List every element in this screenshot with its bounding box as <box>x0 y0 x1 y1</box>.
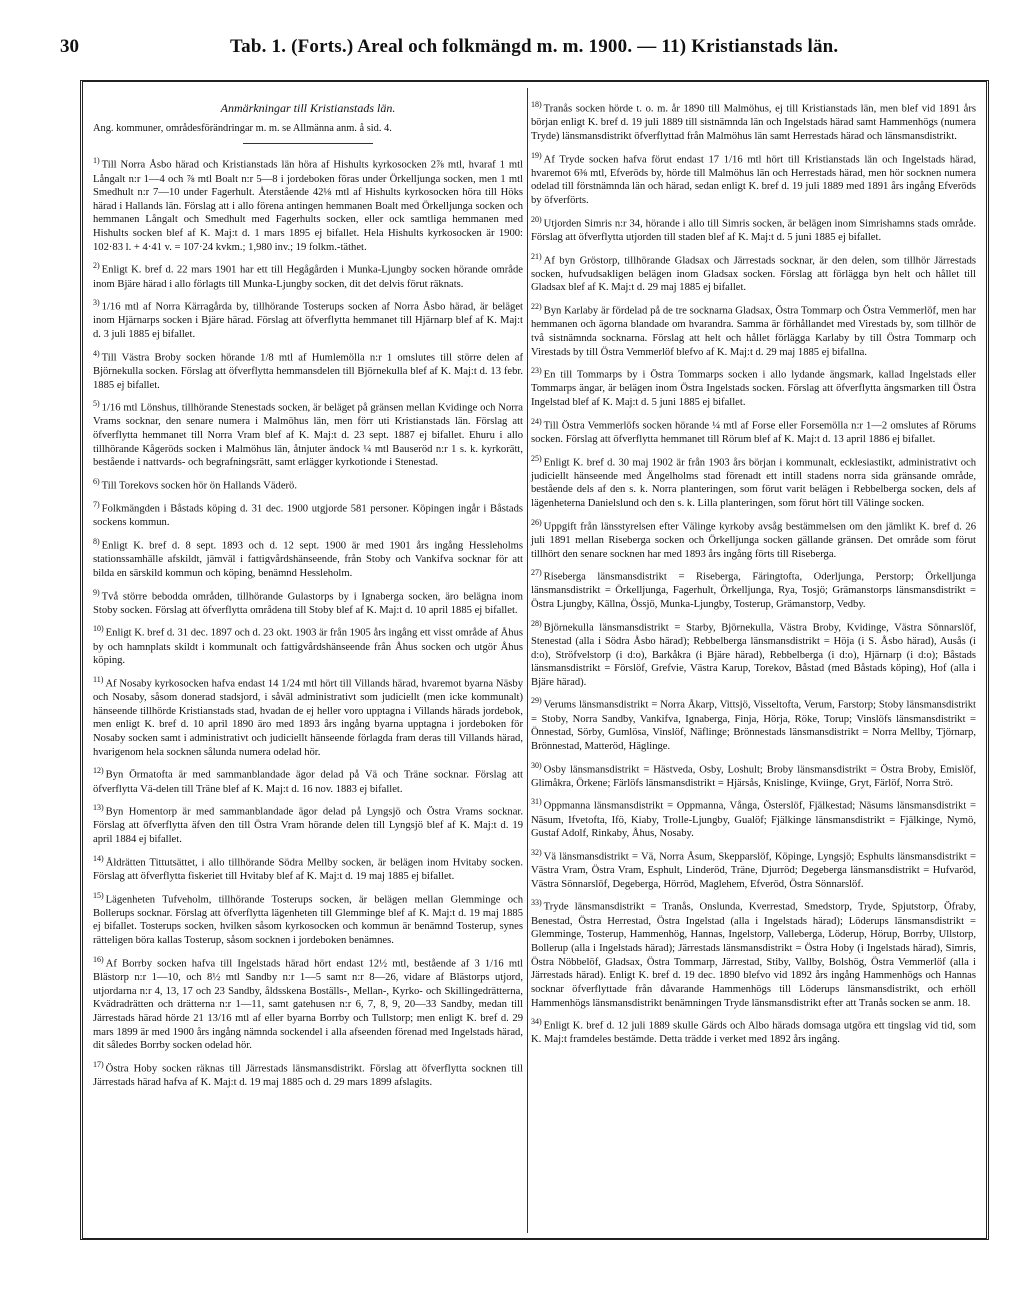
footnote-text: Lägenheten Tufveholm, tillhörande Tosterups socken, är belägen mellan Glemminge och Bollerups socknar. Förslag att öfverflytta lägenheten till Glemminge blef af K. Maj:t d. 19 maj 1885 ej bifallet. Tosterups socken, hvilken såsom kyrkosocken och kommun är benämnd Tosterup, synes rätteligen böra kallas Tosterup, såsom socknen i jordeboken benämnes. <box>93 894 523 947</box>
footnote-number: 19) <box>531 150 542 160</box>
page-title: Tab. 1. (Forts.) Areal och folkmängd m. m. 1900. — 11) Kristianstads län. <box>230 36 839 57</box>
section-rule <box>243 143 373 144</box>
footnote-number: 32) <box>531 847 542 857</box>
footnote <box>531 1015 976 1047</box>
footnote-number: 33) <box>531 898 542 908</box>
footnote-number: 11) <box>93 674 104 684</box>
footnote-text: Åldrätten Tittutsättet, i allo tillhörande Södra Mellby socken, är belägen inom Hvitaby socken. Förslag att öfverflytta fiskeriet till Hvitaby blef af K. Maj:t d. 19 maj 1885 ej bifallet. <box>93 857 523 882</box>
footnote <box>531 795 976 841</box>
footnote-text: 1/16 mtl Lönshus, tillhörande Stenestads socken, är beläget på gränsen mellan Kvidinge och Norra Vrams socknar, den senare numera i Malmöhus län, men förr uti Kristianstads län. Förslag att öfverflytta hemmanet till Norra Vram blef af K. Maj:t d. 23 sept. 1887 ej bifallet. Ehuru i allo tillhörande Kågeröds socken i Malmöhus län, åtnjuter ändock ¼ mtl Bauseröd n:r 1 s. k. kyrkorätt, bestående i nattvards- och begrafningsrätt, samt erlägger kyrkotionde i Stenestad. <box>93 402 523 469</box>
footnote-text: Enligt K. bref d. 12 juli 1889 skulle Gärds och Albo härads domsaga utgöra ett tingslag vid tid, som K. Maj:t framdeles bestämde. Detta trädde i verket med 1892 års ingång. <box>531 1020 976 1046</box>
footnote <box>531 617 976 690</box>
footnote-text: Af Borrby socken hafva till Ingelstads härad hört endast 12½ mtl, bestående af 3 1/16 mtl Blästorp n:r 1—10, och 8½ mtl Sandby n:r 1—5 samt n:r 8—26, vidare af Blästorps utjord, utjordarna n:r 4, 13, 17 och 23 Sandby, åldsskena Boställs-, Mellan-, Kyrko- och Skillingedrätterna, Kvädradrätten och drätterna n:r 1—11, samt gatehusen n:r 6, 7, 8, 9, 20—33 Sandby, medan till Järrestads härad hörde 21 13/16 mtl af eller byarna Borrby och Tullstorp; men enligt K. bref d. 29 mars 1899 är med 1900 års ingång nämnda sockendel i alla afseenden förenad med Ingelstads härad, dit således Borrby socken odelad hör. <box>93 958 523 1052</box>
footnote-number: 20) <box>531 214 542 224</box>
footnote <box>93 622 523 668</box>
footnote-text: Oppmanna länsmansdistrikt = Oppmanna, Vånga, Österslöf, Fjälkestad; Näsums länsmansdistrikt = Näsum, Ifvetofta, Ifö, Kiaby, Trolle-Ljungby, Gualöf; Fjälkinge länsmansdistrikt = Fjälkinge, Nymö, Gustaf Adolf, Rinkaby, Åhus, Nosaby. <box>531 801 976 840</box>
footnote <box>531 846 976 892</box>
page-header <box>30 36 994 70</box>
footnote-text: Verums länsmansdistrikt = Norra Åkarp, Vittsjö, Visseltofta, Verum, Farstorp; Stoby länsmansdistrikt = Stoby, Norra Sandby, Vankifva, Ignaberga, Finja, Hörja, Röke, Torup; Vinslöfs länsmansdistrikt = Önnestad, Sörby, Gumlösa, Vinslöf, Näflinge; Brönnestads länsmansdistrikt = Norra Mellby, Tjörnarp, Brönnestad, Matteröd, Häglinge. <box>531 700 976 752</box>
left-footnotes <box>93 154 523 1089</box>
footnote-number: 13) <box>93 803 104 813</box>
footnote <box>93 586 523 618</box>
footnote <box>93 498 523 530</box>
footnote <box>93 535 523 581</box>
footnote <box>531 516 976 562</box>
footnote-text: Östra Hoby socken räknas till Järrestads länsmansdistrikt. Förslag att öfverflytta socknen till Järrestads härad hafva af K. Maj:t d. 19 maj 1885 och d. 29 mars 1899 afslagits. <box>93 1063 523 1089</box>
footnote <box>93 296 523 342</box>
footnote-number: 21) <box>531 251 542 261</box>
footnote-number: 9) <box>93 587 100 597</box>
footnote-text: Till Västra Broby socken hörande 1/8 mtl af Humlemölla n:r 1 omslutes till större delen af Björnekulla socken. Förslag att öfverflytta hemmansdelen till Björnekulla blef af K. Maj:t d. 13 febr. 1885 ej bifallet. <box>93 352 523 391</box>
footnote <box>531 694 976 753</box>
footnote-number: 4) <box>93 348 100 358</box>
footnote <box>531 759 976 791</box>
footnote-number: 22) <box>531 302 542 311</box>
footnote <box>93 1058 523 1090</box>
footnote-text: Af byn Gröstorp, tillhörande Gladsax och Järrestads socknar, är den delen, som tillhör Järrestads socken, hufvudsakligen belägen inom Gladsax socken. Förslag att förlägga byn helt och hållet till Gladsax blef af K. Maj:t d. 29 maj 1885 ej bifallet. <box>531 255 976 294</box>
footnote <box>531 415 976 447</box>
footnote <box>531 98 976 144</box>
footnote <box>93 953 523 1053</box>
footnote-number: 8) <box>93 537 100 547</box>
footnote-text: Riseberga länsmansdistrikt = Riseberga, Färingtofta, Oderljunga, Perstorp; Örkelljunga länsmansdistrikt = Örkelljunga, Fagerhult, Örkelljunga, Rya, Tosjö; Grämanstorps länsmansdistrikt = Östra Ljungby, Källna, Össjö, Munka-Ljungby, Tosterup, Grämanstorp, Vedby. <box>531 571 976 610</box>
footnote-text: Två större bebodda områden, tillhörande Gulastorps by i Ignaberga socken, äro belägna inom Stoby socken. Förslag att öfverflytta områdena till Stoby blef af K. Maj:t d. 10 april 1885 ej bifallet. <box>93 591 523 616</box>
footnote-text: Af Nosaby kyrkosocken hafva endast 14 1/24 mtl hört till Villands härad, hvaremot byarna Näsby och Nosaby, såsom donerad stadsjord, i såväl administrativt som judiciellt (men icke kommunalt) hänseende tillhörde Kristianstads stad, hvadan de ej heller voro upptagna i Villands härads jordebok, men enligt K. bref d. 10 april 1890 äro med 1893 års ingång byarna upptagna i jordeboken för Nosaby socken samt i administrativt och judiciellt hänseende förlagda fram deras till Villands härad, hvarigenom hela socknen sålunda numera odelad hör. <box>93 678 523 758</box>
footnote-text: Enligt K. bref d. 31 dec. 1897 och d. 23 okt. 1903 är från 1905 års ingång ett visst område af Åhus by och hamnplats skildt i kommunalt och fattigvårdshänseende från Åhus socken och utgör Åhus köping. <box>93 628 523 667</box>
footnote <box>531 149 976 208</box>
footnote-number: 16) <box>93 954 104 964</box>
footnote <box>93 397 523 470</box>
footnote-number: 18) <box>531 100 542 109</box>
left-column <box>93 98 523 1095</box>
footnote-text: Osby länsmansdistrikt = Hästveda, Osby, Loshult; Broby länsmansdistrikt = Östra Broby, Emislöf, Glimåkra, Örkene; Färlöfs länsmansdistrikt = Hjärsås, Knislinge, Kviinge, Gryt, Färlöf, Norra Strö. <box>531 764 976 789</box>
footnote <box>531 452 976 511</box>
footnote <box>93 347 523 393</box>
footnote-text: Byn Karlaby är fördelad på de tre socknarna Gladsax, Östra Tommarp och Östra Vemmerlöf, men har hemmanen och ägorna blandade om hvarandra. Samma är förhållandet med Virestads by, som tillhör de två sistnämnda socknarna. Förslag att helt och hållet förlägga Karlaby by till Östra Tommarp och Virestads by till Östra Vemmerlöf blefvo af K. Maj:t d. 29 maj 1885 ej bifallna. <box>531 305 976 358</box>
footnote-number: 23) <box>531 366 542 376</box>
footnote-number: 7) <box>93 500 100 510</box>
footnote <box>531 566 976 612</box>
footnote-text: Till Torekovs socken hör ön Hallands Väderö. <box>101 480 297 492</box>
footnote-number: 2) <box>93 261 100 271</box>
column-divider <box>527 88 528 1233</box>
footnote-number: 15) <box>93 890 104 900</box>
footnote-text: Byn Örmatofta är med sammanblandade ägor delad på Vä och Träne socknar. Förslag att öfverflytta Vä-delen till Träne blef af K. Maj:t d. 16 nov. 1883 ej bifallet. <box>93 769 523 795</box>
footnote-text: Tranås socken hörde t. o. m. år 1890 till Malmöhus, ej till Kristianstads län, men blef vid 1891 års början enligt K. bref d. 19 juli 1889 till sistnämnda län och Ingelstads härad samt Hammenhögs (numera Tryde) länsmansdistrikt öfverflyttad från Malmöhus län samt Herrestads härad och länsmansdistrikt. <box>531 103 976 142</box>
footnote <box>93 764 523 796</box>
footnote-number: 6) <box>93 477 100 487</box>
footnote-number: 34) <box>531 1017 542 1027</box>
footnote <box>93 673 523 759</box>
footnote <box>531 250 976 296</box>
footnote-number: 3) <box>93 298 100 308</box>
footnote <box>531 364 976 410</box>
footnote-text: Till Norra Åsbo härad och Kristianstads län höra af Hishults kyrkosocken 2⅞ mtl, hvaraf 1 mtl Långalt n:r 1—4 och ⅞ mtl Boalt n:r 5—8 i jordeboken föras under Örkelljunga socken, men 1 mtl Smedhult n:r 7—10 under Fagerhult. Återstående 42⅛ mtl af Hishults kyrkosocken höra till Höks härad i Hallands län. Förslag att i allo förena antingen hemmanen Boalt med Örkelljunga socken och hemmanen Långalt och Smedhult med Fagerhults socken, eller ock samtliga hemmanen med Hishults socken blef af K. Maj:t d. 1 mars 1895 ej bifallet. Hela Hishults kyrkosocken är 1900: 102·83 l. + 4·41 v. = 107·24 kvkm.; 1,980 inv.; 19 folkm.-täthet. <box>93 159 523 253</box>
footnote-number: 31) <box>531 797 542 807</box>
footnote-text: Byn Homentorp är med sammanblandade ägor delad på Lyngsjö och Östra Vrams socknar. Förslag att öfverflytta äfven den till Östra Vram hörande delen till Lyngsjö blef af K. Maj:t d. 19 april 1884 ej bifallet. <box>93 806 523 846</box>
footnote <box>531 300 976 359</box>
footnote-number: 28) <box>531 618 542 628</box>
footnote <box>93 154 523 254</box>
table-frame <box>80 80 989 1240</box>
right-column <box>531 98 976 1052</box>
footnote-text: Enligt K. bref d. 22 mars 1901 har ett till Hegågården i Munka-Ljungby socken hörande område inom Bjäre härad i allo förlagts till Munka-Ljungby socken, dit det delvis förut räknats. <box>93 264 523 290</box>
footnote-text: 1/16 mtl af Norra Kärragårda by, tillhörande Tosterups socken af Norra Åsbo härad, är beläget inom Hjärnarps socken i Bjäre härad. Förslag att öfverflytta hemmanet till Hjärnarp blef af K. Maj:t d. 3 juli 1885 ej bifallet. <box>93 301 523 341</box>
footnote-number: 14) <box>93 853 104 863</box>
footnote-text: Folkmängden i Båstads köping d. 31 dec. 1900 utgjorde 581 personer. Köpingen ingår i Båstads sockens kommun. <box>93 503 523 529</box>
footnote-text: Björnekulla länsmansdistrikt = Starby, Björnekulla, Västra Broby, Kvidinge, Västra Sönnarslöf, Stenestad (alla i Södra Åsbo härad); Rebbelberga länsmansdistrikt = Höja (i S. Åsbo härad), Ausås (i d:o), Ströfvelstorp (i d:o), Barkåkra (i Bjäre härad), Rebbelberga (i d:o), Hjärnarp (i d:o); Båstads länsmansdistrikt = Förslöf, Grefvie, Västra Karup, Torekov, Båstad (med Båstads köping), Hof (alla i Bjäre härad). <box>531 622 976 688</box>
footnote <box>93 475 523 493</box>
footnote-text: Utjorden Simris n:r 34, hörande i allo till Simris socken, är belägen inom Simrishamns stads område. Förslag att öfverflytta utjorden till staden blef af K. Maj:t d. 5 juni 1885 ej bifallet. <box>531 218 976 243</box>
footnote <box>93 852 523 884</box>
footnote-text: Vä länsmansdistrikt = Vä, Norra Åsum, Skepparslöf, Köpinge, Lyngsjö; Esphults länsmansdistrikt = Västra Vram, Östra Vram, Esphult, Linderöd, Träne, Djurröd; Degeberga länsmansdistrikt = Hufvaröd, Västra Sönnarslöf, Degeberga, Hörröd, Maglehem, Efveröd, Östra Sönnarslöf. <box>531 851 976 890</box>
footnote-number: 26) <box>531 517 542 527</box>
footnote-number: 24) <box>531 416 542 426</box>
footnote-text: Enligt K. bref d. 30 maj 1902 är från 1903 års början i kommunalt, ecklesiastikt, administrativt och judiciellt hänseende med Ängelholms stad förenadt ett intill stadens norra sida gränsande område, bestående dels af den s. k. Norra planteringen, som förut varit belägen i Rebbelberga socken, dels af lägenheterna Danielslund och den s. k. Lilla planteringen, som förut hört till Välinge socken. <box>531 457 976 509</box>
footnote-number: 27) <box>531 568 542 578</box>
footnote-text: Till Östra Vemmerlöfs socken hörande ¼ mtl af Forse eller Forsemölla n:r 1—2 omslutes af Rörums socken. Förslag att öfverflytta hemmanet till Rörum blef af K. Maj:t d. 13 april 1886 ej bifallet. <box>531 420 976 445</box>
footnote-number: 17) <box>93 1059 104 1069</box>
footnote-number: 12) <box>93 766 104 776</box>
footnote-text: Enligt K. bref d. 8 sept. 1893 och d. 12 sept. 1900 är med 1901 års ingång Hessleholms stationssamhälle afskildt, jämväl i fattigvårdshänseende, från Stoby och Vankifva socknar för att bilda en särskild kommun och köping, benämnd Hessleholm. <box>93 540 523 579</box>
footnote <box>531 896 976 1010</box>
footnote-number: 29) <box>531 696 542 706</box>
footnote-number: 25) <box>531 453 542 463</box>
footnote <box>93 801 523 847</box>
footnote-text: Af Tryde socken hafva förut endast 17 1/16 mtl hört till Kristianstads län och Ingelstads härad, hvaremot 6⅜ mtl, Efveröds by, hörde till Malmöhus län och Herrestads härad, men hör socknen numera odelad till förstnämnda län och härad, sedan enligt K. bref d. 19 juli 1889 med 1891 års ingång Efveröds by öfverförts. <box>531 154 976 206</box>
footnote-text: Tryde länsmansdistrikt = Tranås, Onslunda, Kverrestad, Smedstorp, Tryde, Spjutstorp, Öfraby, Benestad, Östra Herrestad, Östra Ingelstad (alla i Ingelstads härad); Löderups länsmansdistrikt = Glemminge, Tosterup, Hammenhög, Hannas, Ingelstorp, Valleberga, Löderup, Hörup, Borrby, Ullstorp, Bollerup (alla i Ingelstads härad); Järrestads länsmansdistrikt = Östra Hoby (i Ingelstads härad), Simris, Östra Nöbbelöf, Gladsax, Östra Tommarp, Järrestad, Stiby, Vallby, Bolshög, Östra Vemmerlöf (alla i Järrestads härad). Enligt K. bref d. 19 dec. 1890 blefvo vid 1892 års ingång Hammenhögs och Hannas socknar öfverflyttade från dåvarande Hammenhögs till Löderups länsmansdistrikt, och erhöll Hammenhögs länsmansdistrikt benämningen Tryde länsmansdistrikt efter att Tranås socken se anm. 18. <box>531 902 976 1009</box>
section-title: Anmärkningar till Kristianstads län. <box>220 101 396 115</box>
footnote <box>531 213 976 245</box>
footnote-text: Uppgift från länsstyrelsen efter Välinge kyrkoby avsåg bestämmelsen om den jämlikt K. bref d. 26 juli 1891 mellan Riseberga socken och Örkelljunga socken gällande gränsen. Det område som förut tillhört den senare socknen har med 1893 års ingång förts till Riseberga. <box>531 521 976 560</box>
footnote-number: 1) <box>93 156 100 166</box>
footnote <box>93 889 523 948</box>
right-footnotes <box>531 98 976 1047</box>
footnote-number: 5) <box>93 399 100 409</box>
page-number: 30 <box>60 36 79 57</box>
footnote <box>93 259 523 291</box>
general-note: Ang. kommuner, områdesförändringar m. m. se Allmänna anm. å sid. 4. <box>93 122 392 134</box>
footnote-number: 30) <box>531 760 542 770</box>
footnote-text: En till Tommarps by i Östra Tommarps socken i allo lydande ängsmark, kallad Ingelstads eller Tommarps ängar, är belägen inom Östra Ingelstads socken. Förslag att öfverflytta ängsmarken till Östra Ingelstad blef af K. Maj:t d. 5 juni 1885 ej bifallet. <box>531 369 976 408</box>
footnote-number: 10) <box>93 624 104 634</box>
